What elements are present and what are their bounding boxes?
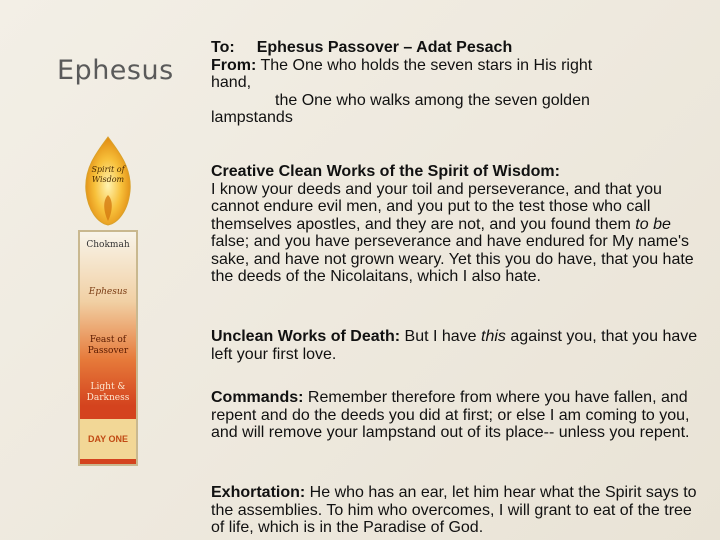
section-text: against you, that you have left your first love. <box>211 328 698 363</box>
candle-segment: Light & Darkness <box>86 382 130 403</box>
page-title: Ephesus <box>57 55 174 86</box>
day-badge: DAY ONE <box>80 419 136 459</box>
section-italic: this <box>481 328 506 345</box>
candle-body <box>78 230 138 466</box>
from-value: the One who walks among the seven golden <box>275 91 590 109</box>
section-heading: Unclean Works of Death: <box>211 328 401 345</box>
unclean-works-section <box>211 328 701 363</box>
commands-section <box>211 389 701 442</box>
section-text: false; and you have perseverance and have endured for My name's sake, and have not grown weary. Yet this you do have, that you hate the deeds of the Nicolaitans, which I also hate. <box>211 233 694 285</box>
from-label: From: <box>211 56 257 74</box>
from-value: hand, <box>211 74 252 91</box>
to-value: Ephesus Passover – Adat Pesach <box>256 39 513 56</box>
section-text: I know your deeds and your toil and perseverance, and that you cannot endure evil men, and you put to the test those who call themselves apostles, and they are not, and you found them <box>211 180 662 233</box>
candle-graphic <box>78 135 138 475</box>
address-block <box>211 39 701 127</box>
section-text: He who has an ear, let him hear what the Spirit says to the assemblies. To him who overcomes, I will grant to eat of the tree of life, which is in the Paradise of God. <box>211 484 697 536</box>
from-value: lampstands <box>211 109 293 126</box>
from-value: The One who holds the seven stars in His right <box>260 56 593 74</box>
candle-segment: Chokmah <box>86 240 130 250</box>
candle-segment: Feast of Passover <box>87 335 129 356</box>
section-text: But I have <box>404 328 477 345</box>
section-heading: Creative Clean Works of the Spirit of Wisdom: <box>211 163 560 180</box>
section-text: Remember therefore from where you have fallen, and repent and do the deeds you did at first; or else I am coming to you, and will remove your lampstand out of its place-- unless you repent. <box>211 389 690 441</box>
flame-label: Spirit of Wisdom <box>91 165 125 184</box>
to-label: To: <box>211 39 235 56</box>
section-heading: Exhortation: <box>211 484 306 501</box>
candle-segment: Ephesus <box>88 287 128 297</box>
section-heading: Commands: <box>211 389 304 406</box>
section-italic: to be <box>635 215 671 233</box>
clean-works-section <box>211 163 701 286</box>
exhortation-section <box>211 484 701 537</box>
